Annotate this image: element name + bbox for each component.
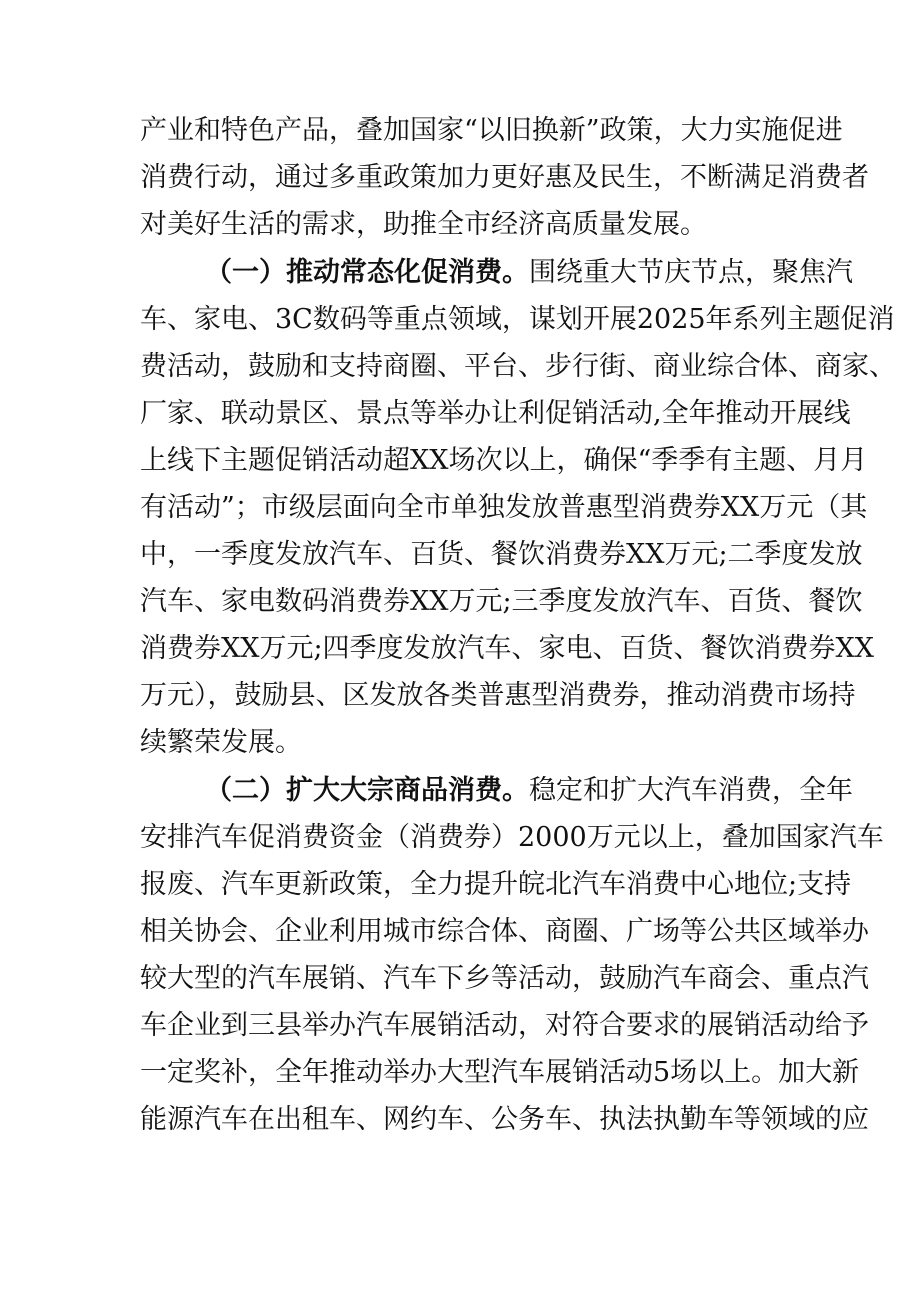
intro-line-1: 产业和特色产品，叠加国家“以旧换新”政策，大力实施促进 (140, 115, 843, 146)
section1-line: 中，一季度发放汽车、百货、餐饮消费券XX万元;二季度发放 (140, 539, 863, 570)
section2-line: 相关协会、企业利用城市综合体、商圈、广场等公共区域举办 (140, 916, 869, 947)
section2-line: 一定奖补，全年推动举办大型汽车展销活动5场以上。加大新 (140, 1057, 860, 1088)
section1-line: 有活动”；市级层面向全市单独发放普惠型消费券XX万元（其 (140, 492, 868, 523)
section2-line: 较大型的汽车展销、汽车下乡等活动，鼓励汽车商会、重点汽 (140, 963, 869, 994)
intro-line-3: 对美好生活的需求，助推全市经济高质量发展。 (140, 209, 707, 240)
section2-line: 车企业到三县举办汽车展销活动，对符合要求的展销活动给予 (140, 1010, 869, 1041)
section1-line: 上线下主题促销活动超XX场次以上，确保“季季有主题、月月 (140, 445, 868, 476)
section1-line: 车、家电、3C数码等重点领域，谋划开展2025年系列主题促消 (140, 304, 895, 335)
section1-line: 消费券XX万元;四季度发放汽车、家电、百货、餐饮消费券XX (140, 633, 874, 664)
section2-line: 报废、汽车更新政策，全力提升皖北汽车消费中心地位;支持 (140, 869, 852, 900)
section1-first-line-rest: 围绕重大节庆节点，聚焦汽 (529, 257, 853, 288)
section1-line: 万元），鼓励县、区发放各类普惠型消费券，推动消费市场持 (140, 680, 856, 711)
section2-heading: （二）扩大大宗商品消费。 (205, 775, 529, 806)
section2-first-line (205, 768, 853, 814)
section2-first-line-rest: 稳定和扩大汽车消费，全年 (529, 775, 853, 806)
section1-line: 厂家、联动景区、景点等举办让利促销活动,全年推动开展线 (140, 398, 851, 429)
section2-line: 能源汽车在出租车、网约车、公务车、执法执勤车等领域的应 (140, 1104, 869, 1135)
section1-line: 费活动，鼓励和支持商圈、平台、步行街、商业综合体、商家、 (140, 351, 896, 382)
section1-line: 汽车、家电数码消费券XX万元;三季度发放汽车、百货、餐饮 (140, 586, 863, 617)
section1-first-line (205, 250, 853, 296)
section1-line: 续繁荣发展。 (140, 727, 302, 758)
section2-line: 安排汽车促消费资金（消费券）2000万元以上，叠加国家汽车 (140, 822, 884, 853)
intro-line-2: 消费行动，通过多重政策加力更好惠及民生，不断满足消费者 (140, 162, 869, 193)
section1-heading: （一）推动常态化促消费。 (205, 257, 529, 288)
